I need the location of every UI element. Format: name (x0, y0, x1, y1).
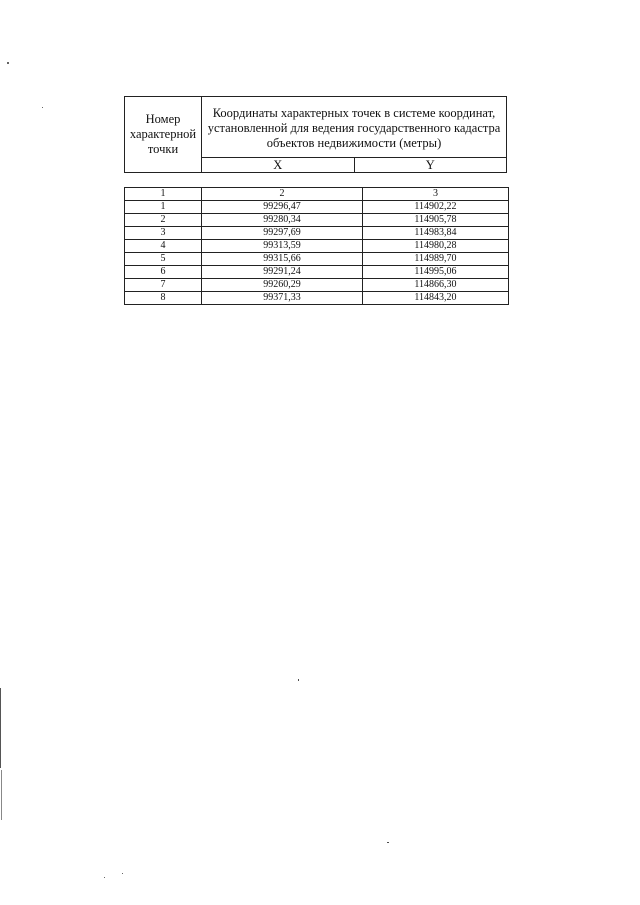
x-value-cell: 99291,24 (202, 266, 363, 279)
scan-speck (298, 679, 299, 681)
y-value-cell: 114843,20 (363, 292, 509, 305)
coordinates-data-table (124, 187, 509, 305)
scan-speck (42, 107, 43, 108)
table-row (125, 214, 509, 227)
point-number-cell: 7 (125, 279, 202, 292)
table-row (125, 227, 509, 240)
scan-edge-line (1, 770, 2, 820)
x-value-cell: 99297,69 (202, 227, 363, 240)
table-row (125, 279, 509, 292)
table-row (125, 266, 509, 279)
y-value-cell: 114902,22 (363, 201, 509, 214)
column-number-cell: 3 (363, 188, 509, 201)
y-value-cell: 114983,84 (363, 227, 509, 240)
x-value-cell: 99260,29 (202, 279, 363, 292)
y-value-cell: 114995,06 (363, 266, 509, 279)
y-column-header: Y (354, 158, 507, 173)
coordinates-header-table (124, 96, 507, 173)
x-value-cell: 99296,47 (202, 201, 363, 214)
scan-speck (122, 873, 123, 874)
column-number-row (125, 188, 509, 201)
y-value-cell: 114980,28 (363, 240, 509, 253)
table-row (125, 201, 509, 214)
x-value-cell: 99280,34 (202, 214, 363, 227)
table-row (125, 253, 509, 266)
point-number-cell: 2 (125, 214, 202, 227)
point-number-cell: 5 (125, 253, 202, 266)
table-row (125, 240, 509, 253)
x-value-cell: 99371,33 (202, 292, 363, 305)
point-number-header: Номер характерной точки (125, 97, 202, 173)
point-number-cell: 1 (125, 201, 202, 214)
scan-edge-line (0, 688, 1, 768)
y-value-cell: 114905,78 (363, 214, 509, 227)
point-number-cell: 4 (125, 240, 202, 253)
point-number-cell: 3 (125, 227, 202, 240)
scan-speck (387, 842, 389, 843)
coordinates-title-header: Координаты характерных точек в системе координат, установленной для ведения государственного кадастра объектов недвижимости (метры) (202, 97, 507, 158)
x-column-header: X (202, 158, 355, 173)
x-value-cell: 99313,59 (202, 240, 363, 253)
y-value-cell: 114989,70 (363, 253, 509, 266)
x-value-cell: 99315,66 (202, 253, 363, 266)
scan-speck (7, 62, 9, 64)
column-number-cell: 2 (202, 188, 363, 201)
table-row (125, 292, 509, 305)
scan-speck (104, 877, 105, 878)
point-number-cell: 6 (125, 266, 202, 279)
column-number-cell: 1 (125, 188, 202, 201)
y-value-cell: 114866,30 (363, 279, 509, 292)
point-number-cell: 8 (125, 292, 202, 305)
